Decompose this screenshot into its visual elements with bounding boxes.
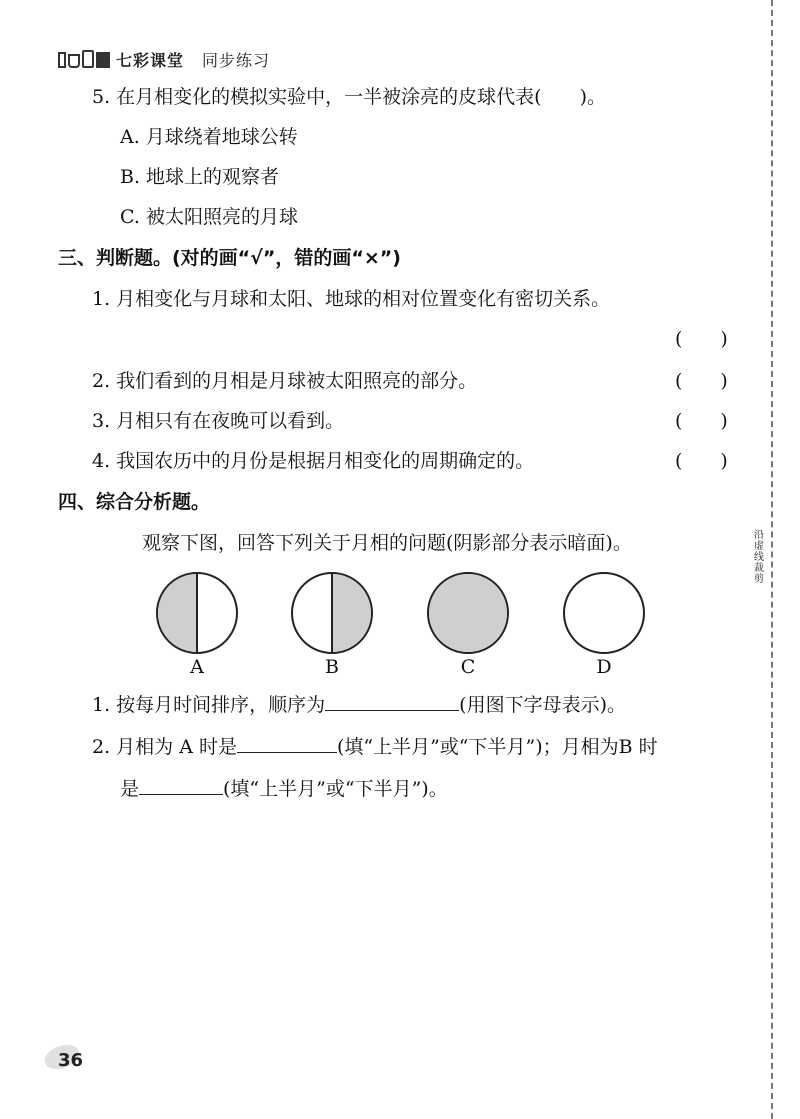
series-subtitle: 同步练习 <box>202 50 271 70</box>
answer-blank-a[interactable] <box>237 734 337 753</box>
q5-option-b: B. 地球上的观察者 <box>120 166 280 188</box>
judge-answer-2[interactable]: ( ) <box>675 370 728 392</box>
section4-intro: 观察下图，回答下列关于月相的问题(阴影部分表示暗面)。 <box>142 532 632 554</box>
judge-item-2: 2. 我们看到的月相是月球被太阳照亮的部分。 <box>92 370 478 392</box>
q5-option-a: A. 月球绕着地球公转 <box>120 126 298 148</box>
figure-label-c: C <box>460 656 476 678</box>
figure-label-a: A <box>190 656 204 678</box>
cut-line <box>771 0 773 1119</box>
analysis-q2-text-1: 2. 月相为 A 时是 <box>92 736 237 758</box>
page-header <box>58 46 270 72</box>
analysis-q2-text-4: (填“上半月”或“下半月”)。 <box>223 778 448 800</box>
judge-item-1: 1. 月相变化与月球和太阳、地球的相对位置变化有密切关系。 <box>92 288 611 310</box>
flask-logo-icon <box>58 50 110 68</box>
analysis-q2-line2 <box>120 774 448 801</box>
figure-label-d: D <box>596 656 612 678</box>
judge-item-4: 4. 我国农历中的月份是根据月相变化的周期确定的。 <box>92 450 535 472</box>
analysis-q2-line1 <box>92 732 658 759</box>
moon-phase-a <box>156 572 238 654</box>
analysis-q2-text-2: (填“上半月”或“下半月”)；月相为B 时 <box>336 736 658 758</box>
judge-item-3: 3. 月相只有在夜晚可以看到。 <box>92 410 345 432</box>
q5-stem: 5. 在月相变化的模拟实验中，一半被涂亮的皮球代表( )。 <box>92 86 606 108</box>
judge-answer-1[interactable]: ( ) <box>675 328 728 350</box>
analysis-q2-text-3: 是 <box>120 778 140 800</box>
series-title: 七彩课堂 <box>116 50 185 70</box>
answer-blank-b[interactable] <box>139 776 223 795</box>
analysis-q1-text: 1. 按每月时间排序，顺序为 <box>92 694 326 716</box>
cut-line-note: 沿虚线裁剪 <box>754 530 764 585</box>
answer-blank-order[interactable] <box>325 692 459 711</box>
moon-phase-d <box>563 572 645 654</box>
q5-option-c: C. 被太阳照亮的月球 <box>120 206 298 228</box>
moon-phase-b <box>291 572 373 654</box>
judge-answer-4[interactable]: ( ) <box>675 450 728 472</box>
analysis-q1 <box>92 690 626 717</box>
figure-label-b: B <box>325 656 339 678</box>
page-number: 36 <box>58 1050 84 1071</box>
section4-title: 四、综合分析题。 <box>58 491 211 513</box>
analysis-q1-hint: (用图下字母表示)。 <box>459 694 626 716</box>
judge-answer-3[interactable]: ( ) <box>675 410 728 432</box>
section3-title: 三、判断题。(对的画“√”，错的画“×”) <box>58 247 401 269</box>
moon-phase-c <box>427 572 509 654</box>
